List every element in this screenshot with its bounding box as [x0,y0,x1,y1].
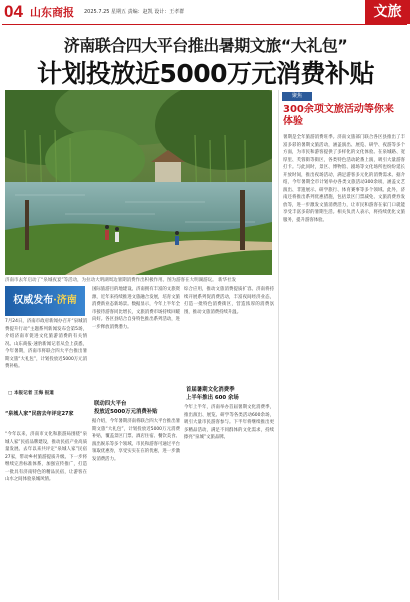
middle-body-a: 国际旅游目的地建设。济南拥有丰富的文旅资源，近年来持续推进文旅融合发展，培育文旅消费新业态新场景。数据显示，今年上半年全市接待游客同比增长，文旅消费市场持续回暖向好。各区县结合自身特色推出系列活动，进一步释放消费潜力。 [92,287,180,330]
section-tab: 文旅 [365,0,410,24]
right-heading: 首届暑期文化消费季 上半年推出 600 余场 [186,387,239,401]
lake-photo [5,90,272,275]
photo-caption: 济南市去年启动了“泉城夜宴”等活动，为拉动大明湖周边暑期消费作出积极作用。图为游客在大明湖游玩。 新华社发 [5,278,237,283]
middle-body-b: 据介绍，今年暑期济南将联合四大平台推出暑期文旅“大礼包”，计划投放近5000万元消费补贴，覆盖景区门票、酒店住宿、餐饮美食、演出娱乐等多个领域。市民和游客可通过平台领取优惠券，享受实实在在的优惠，进一步激发消费活力。 [92,419,180,462]
middle-heading: 联动四大平台 投放近5000万元消费补贴 [94,401,158,415]
issue-meta: 2025.7.25 星期五 责编：赵凯 设计：王孝群 [84,9,185,15]
brand-text-b: ·济南 [53,295,77,306]
sub-headline: 济南联合四大平台推出暑期文旅“大礼包” [63,36,348,55]
sidebar-body: 暑期是全年旅游消费旺季。济南文旅部门联合各区县推出了丰富多彩的暑期文旅活动，涵盖演出、展览、研学、夜游等多个方面，为市民和游客提供了多样化的文化体验。在泉城路、宽厚里、芙蓉街等街区，各类特色活动轮番上演，吸引大量游客打卡。与此同时，景区、博物馆、剧场等文化场所也纷纷延长开放时间，推出夜场活动，满足游客多元化的消费需求。据介绍，今年暑期全市计划举办各类文旅活动300余项，涵盖文艺演出、非遗展示、研学旅行、体育赛事等多个领域。此外，济南还将推出系列优惠措施，包括景区门票减免、文旅消费券发放等，进一步激发文旅消费活力，让市民和游客在家门口就能享受丰富多彩的暑期生活。相关负责人表示，将持续优化文旅服务，提升游客体验。 [283,135,405,223]
byline: □ 本报记者 王海 报道 [8,391,54,396]
kicker-heading: “泉城人家”民宿去年评定27家 [5,411,74,417]
main-headline: 计划投放近5000万元消费补贴 [36,59,375,88]
page-number: 04 [4,2,23,21]
newspaper-name: 山东商报 [30,6,74,19]
right-body-b: 今年上半年，济南举办首届暑期文化消费季，推出演出、展览、研学等各类活动600余场，吸引大量市民游客参与。下半年将继续推出更多精品活动，满足不同群体的文化需求，持续擦亮“泉城”文旅品牌。 [184,405,274,440]
sidebar-label: 聚焦 [282,92,312,101]
header-rule [2,24,407,25]
brand-text-a: 权威发布 [13,295,54,306]
lead-paragraph: 7月24日，济南市政府新闻办召开“泉城消费提升行动”主题系列新闻发布会第5场，介绍济南市促进文化旅游消费的有关情况。山东商报·速豹新闻记者从会上获悉，今年暑期，济南市将联合四大平台推出暑期文旅“大礼包”，计划投放近5000万元消费补贴。 [5,319,87,369]
left-body: “今年以来，济南市文化和旅游局围绕“泉城人家”民宿品牌建设，推动民宿产业高质量发展。去年以来共评定“泉城人家”民宿27家，带动乡村旅游提质升级。下一步将继续完善标准体系，加强宣传推广，打造一批具有济南特色的精品民宿，让游客在山水之间体验泉城风情。 [5,432,87,482]
sidebar-title: 300余项文旅活动等你来体验 [283,104,394,127]
brand-banner [5,286,85,316]
right-body-a: 综合应用，推动文旅消费提质扩容。济南将持续开展系列促消费活动，丰富夜间经济业态，打造一批特色消费街区，营造浓厚的消费氛围，推动文旅消费持续升温。 [184,287,274,315]
